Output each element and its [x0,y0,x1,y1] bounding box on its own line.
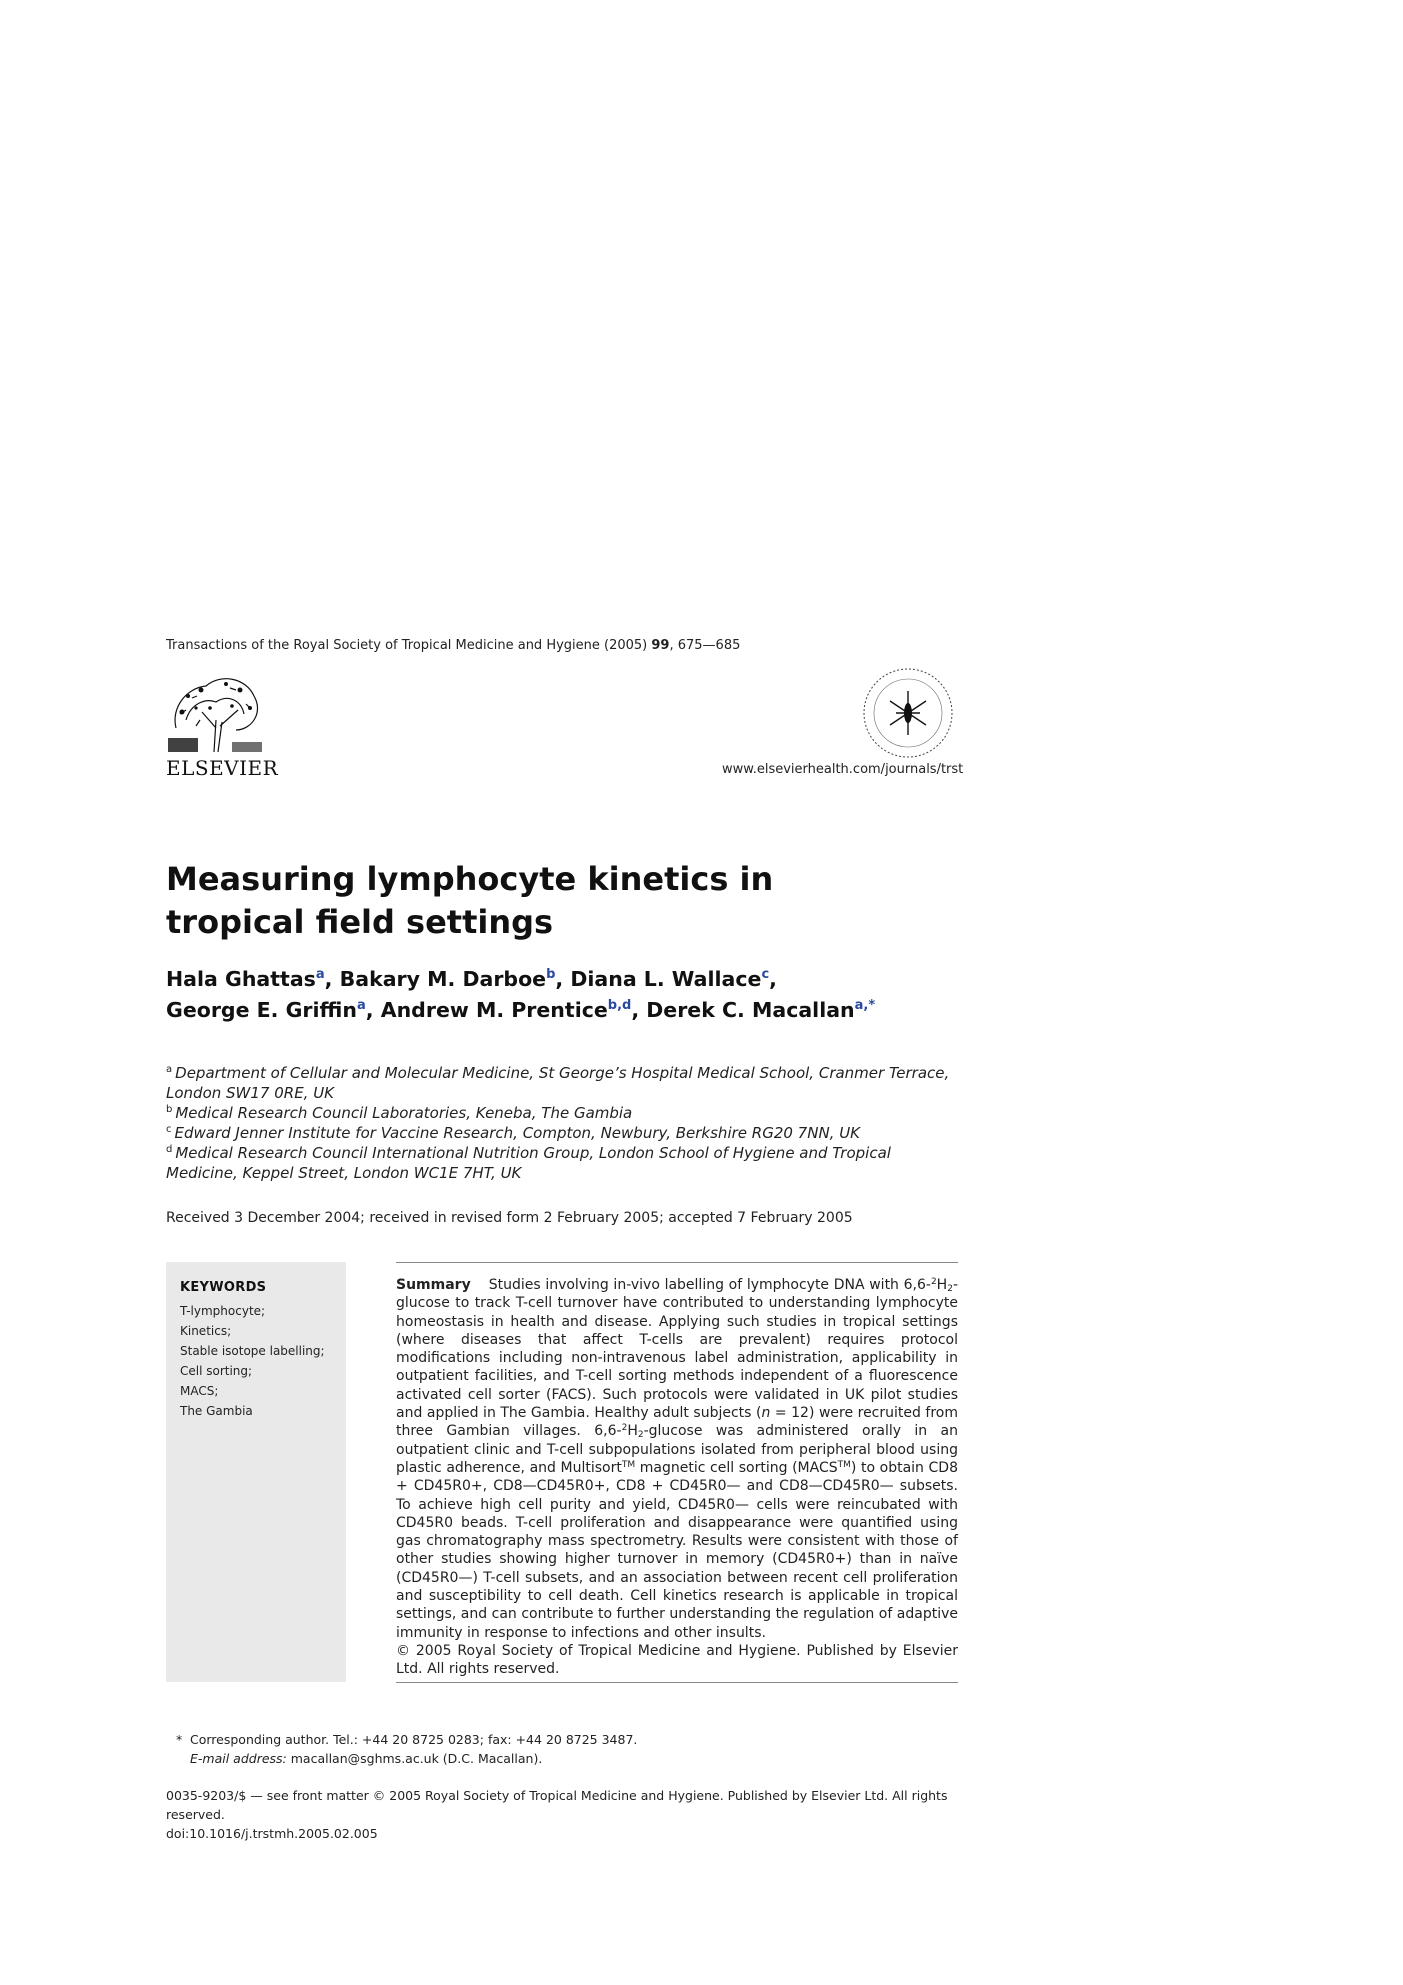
elsevier-wordmark: ELSEVIER [166,756,279,780]
keyword-item: Cell sorting; [180,1364,253,1378]
journal-website-link[interactable]: www.elsevierhealth.com/journals/trst [722,762,964,777]
society-seal-logo [860,665,956,761]
trademark-superscript: TM [837,1459,851,1470]
affiliation-text: Department of Cellular and Molecular Medicine, St George’s Hospital Medical School, Cranmer Terrace, London SW17 0RE, UK [166,1064,950,1102]
trademark-superscript: TM [621,1459,636,1470]
keywords-box [166,1262,346,1682]
affiliation-label: b [166,1104,173,1115]
journal-volume: 99 [651,638,670,653]
author: George E. Griffin [166,998,357,1022]
affiliation [166,1063,966,1103]
summary-text: H [936,1277,948,1293]
email-address-link[interactable]: macallan@sghms.ac.uk (D.C. Macallan). [286,1751,543,1766]
summary-text: -glucose to track T-cell turnover have contributed to understanding lymphocyte homeostasis in health and disease. Applying such studies in tropical settings (where diseases that affect T-cells are prevalent) requires protocol modifications including non-intravenous label administration, applicability in outpatient facilities, and T-cell sorting methods independent of a fluorescence activated cell sorter (FACS). Such protocols were validated in UK pilot studies and applied in The Gambia. Healthy adult subjects ( [396,1277,958,1422]
journal-pages: , 675—685 [669,638,741,653]
keyword-item: MACS; [180,1384,219,1398]
keyword-item: Stable isotope labelling; [180,1344,325,1358]
affiliation [166,1103,966,1123]
affiliation-text: Medical Research Council International Nutrition Group, London School of Hygiene and Tropical Medicine, Keppel Street, London WC1E 7HT, UK [166,1144,891,1182]
keyword-item: The Gambia [180,1404,253,1418]
keywords-heading: KEYWORDS [180,1280,267,1295]
elsevier-tree-logo [166,668,264,754]
author-affiliation-mark[interactable]: a [315,967,325,982]
author: Derek C. Macallan [646,998,855,1022]
author-affiliation-mark[interactable]: b,d [607,998,632,1013]
corresponding-author-footnote [176,1730,956,1768]
doi-link[interactable]: doi:10.1016/j.trstmh.2005.02.005 [166,1826,378,1841]
author: Hala Ghattas [166,967,316,991]
summary-bottom-rule [396,1682,958,1683]
affiliation [166,1143,966,1183]
author: Diana L. Wallace [570,967,762,991]
summary-abstract [396,1276,958,1679]
keyword-item: Kinetics; [180,1324,232,1338]
journal-citation-prefix: Transactions of the Royal Society of Tropical Medicine and Hygiene (2005) [166,638,648,653]
corresponding-line [176,1730,956,1749]
corresponding-text: Corresponding author. Tel.: +44 20 8725 0283; fax: +44 20 8725 3487. [190,1732,638,1747]
isotope-subscript: 2 [637,1430,644,1441]
summary-top-rule [396,1262,958,1263]
isotope-superscript: 2 [621,1423,628,1434]
summary-text: -glucose was administered orally in an outpatient clinic and T-cell subpopulations isolated from peripheral blood using plastic adherence, and Multisort [396,1423,958,1476]
received-dates: Received 3 December 2004; received in revised form 2 February 2005; accepted 7 February 2005 [166,1210,853,1226]
summary-variable: n [761,1405,771,1422]
summary-text: magnetic cell sorting (MACS [635,1459,838,1476]
author-affiliation-mark[interactable]: a,* [854,998,876,1013]
summary-text: = 12) were recruited from three Gambian villages. 6,6- [396,1405,959,1440]
author-affiliation-mark[interactable]: c [761,967,770,982]
affiliation-label: a [166,1064,173,1075]
affiliation [166,1123,966,1143]
summary-copyright: © 2005 Royal Society of Tropical Medicine and Hygiene. Published by Elsevier Ltd. All rights reserved. [396,1642,958,1678]
footnote-star: * [176,1732,183,1747]
isotope-subscript: 2 [947,1284,953,1294]
journal-citation [166,638,740,653]
affiliation-label: c [166,1124,172,1135]
keyword-item: T-lymphocyte; [180,1304,266,1318]
affiliation-list [166,1063,966,1183]
isotope-superscript: 2 [930,1277,937,1287]
summary-text: Studies involving in-vivo labelling of lymphocyte DNA with 6,6- [488,1277,931,1293]
email-label: E-mail address: [190,1751,287,1766]
author-affiliation-mark[interactable]: b [546,967,556,982]
article-title: Measuring lymphocyte kinetics in tropical field settings [166,860,774,941]
author-list: Hala Ghattas$^a$, Bakary M. Darboe$^b$, Diana L. Wallace$^c$, George E. Griffin$^a$, Andrew M. Prentice$^{b,d}$, Derek C. Macallan$^{a,*}$ [166,967,876,1022]
summary-paragraph [396,1276,958,1642]
issn-line: 0035-9203/$ — see front matter © 2005 Royal Society of Tropical Medicine and Hygiene. Published by Elsevier Ltd. All rights reserved. [166,1788,948,1822]
affiliation-text: Edward Jenner Institute for Vaccine Research, Compton, Newbury, Berkshire RG20 7NN, UK [174,1124,861,1142]
author-affiliation-mark[interactable]: a [357,998,366,1013]
author: Bakary M. Darboe [339,967,547,991]
summary-text: ) to obtain CD8 + CD45R0+, CD8—CD45R0+, CD8 + CD45R0— and CD8—CD45R0— subsets. To achieve high cell purity and yield, CD45R0— cells were reincubated with CD45R0 beads. T-cell proliferation and disappearance were quantified using gas chromatography mass spectrometry. Results were consistent with those of other studies showing higher turnover in memory (CD45R0+) than in naïve (CD45R0—) T-cell subsets, and an association between recent cell proliferation and susceptibility to cell death. Cell kinetics research is applicable in tropical settings, and can contribute to further understanding the regulation of adaptive immunity in response to infections and other insults. [396,1459,958,1641]
affiliation-label: d [166,1144,173,1155]
summary-text: H [627,1423,638,1440]
email-line [176,1749,956,1768]
author: Andrew M. Prentice [380,998,608,1022]
affiliation-text: Medical Research Council Laboratories, Keneba, The Gambia [175,1104,633,1122]
publication-info [166,1786,966,1843]
summary-lead: Summary [396,1277,471,1293]
